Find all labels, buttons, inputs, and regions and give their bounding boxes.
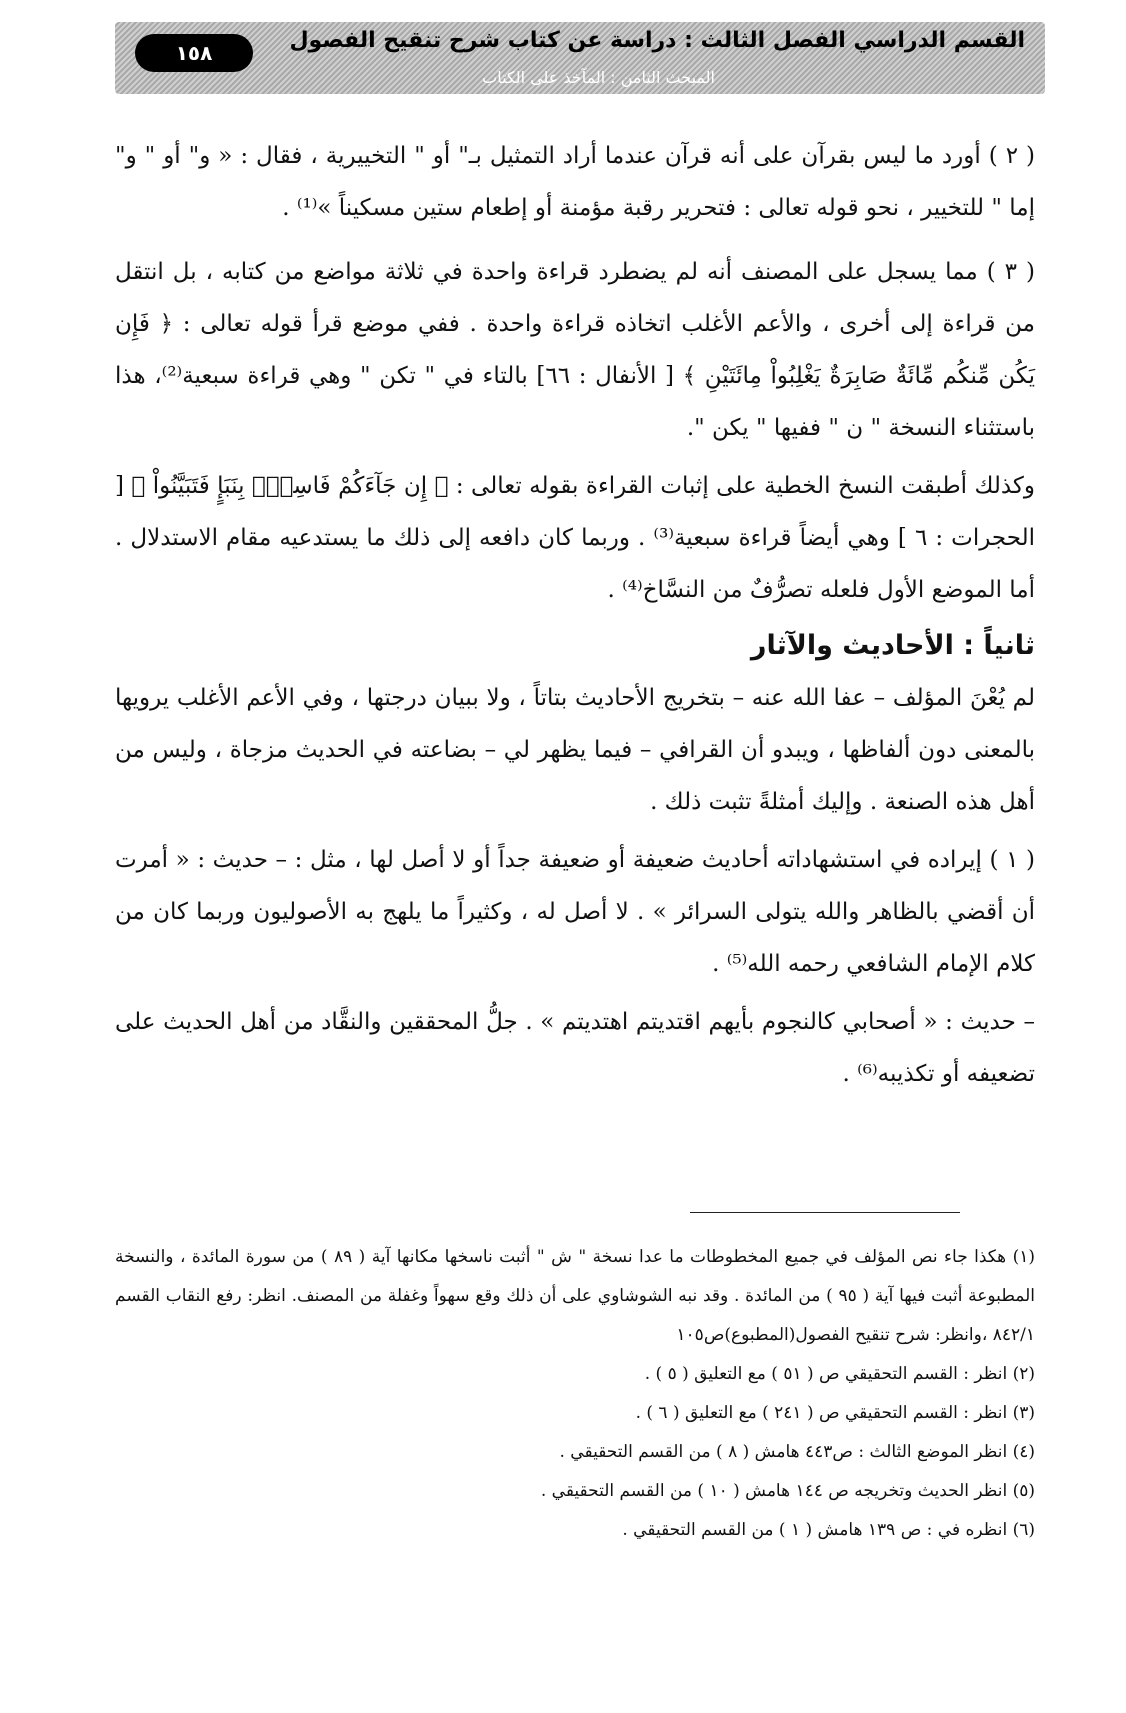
paragraph-1: ( ٢ ) أورد ما ليس بقرآن على أنه قرآن عندما أراد التمثيل بـ" أو " التخييرية ، فقال : « و" أو " و" إما " للتخيير ، نحو قوله تعالى : فتحرير رقبة مؤمنة أو إطعام ستين مسكيناً »⁽¹⁾ .	[115, 143, 1035, 221]
paragraph-4: لم يُعْنَ المؤلف – عفا الله عنه – بتخريج الأحاديث بتاتاً ، ولا ببيان درجتها ، وفي الأعم الأغلب يرويها بالمعنى دون ألفاظها ، ويبدو أن القرافي – فيما يظهر لي – بضاعته في الحديث مزجاة ، وليس من أهل هذه الصنعة . وإليك أمثلةً تثبت ذلك .	[115, 685, 1035, 815]
section-heading: ثانياً : الأحاديث والآثار	[750, 630, 1035, 661]
footnote-divider	[690, 1212, 960, 1213]
paragraph-5: ( ١ ) إيراده في استشهاداته أحاديث ضعيفة أو ضعيفة جداً أو لا أصل لها ، مثل : – حديث : « أمرت أن أقضي بالظاهر والله يتولى السرائر » . لا أصل له ، وكثيراً ما يلهج به الأصوليون وربما كان من كلام الإمام الشافعي رحمه الله⁽⁵⁾ .	[115, 847, 1035, 977]
paragraph-3: وكذلك أطبقت النسخ الخطية على إثبات القراءة بقوله تعالى : ﴿ إِن جَآءَكُمْ فَاسِقُۢ بِنَبَإٍ فَتَبَيَّنُواْ ﴾ [ الحجرات : ٦ ] وهي أيضاً قراءة سبعية⁽³⁾ . وربما كان دافعه إلى ذلك ما يستدعيه مقام الاستدلال . أما الموضع الأول فلعله تصرُّفٌ من النسَّاخ⁽⁴⁾ .	[115, 473, 1035, 603]
footnote-1: (١) هكذا جاء نص المؤلف في جميع المخطوطات ما عدا نسخة " ش " أثبت ناسخها مكانها آية ( ٨٩ ) من سورة المائدة ، والنسخة المطبوعة أثبت فيها آية ( ٩٥ ) من المائدة . وقد نبه الشوشاوي على أن ذلك وقع سهواً وغفلة من المصنف. انظر: رفع النقاب القسم ٨٤٢/١ ،وانظر: شرح تنقيح الفصول(المطبوع)ص١٠٥	[115, 1247, 1035, 1345]
header-subtitle: المبحث الثامن : المآخذ على الكتاب	[482, 68, 715, 87]
page-number-badge: ١٥٨	[135, 34, 253, 72]
footnote-6: (٦) انظره في : ص ١٣٩ هامش ( ١ ) من القسم التحقيقي .	[622, 1520, 1035, 1540]
footnote-4: (٤) انظر الموضع الثالث : ص٤٤٣ هامش ( ٨ ) من القسم التحقيقي .	[559, 1442, 1035, 1462]
page-header	[115, 22, 1045, 94]
main-text	[115, 130, 1035, 1106]
footnotes	[115, 1238, 1035, 1550]
paragraph-2: ( ٣ ) مما يسجل على المصنف أنه لم يضطرد قراءة واحدة في ثلاثة مواضع من كتابه ، بل انتقل من قراءة إلى أخرى ، والأعم الأغلب اتخاذه قراءة واحدة . ففي موضع قرأ قوله تعالى : ﴿ فَإِن يَكُن مِّنكُم مِّائَةٌ صَابِرَةٌ يَغْلِبُواْ مِائَتَيْنِ ﴾ [ الأنفال : ٦٦] بالتاء في " تكن " وهي قراءة سبعية⁽²⁾، هذا باستثناء النسخة " ن " ففيها " يكن ".	[115, 259, 1035, 441]
paragraph-6: – حديث : « أصحابي كالنجوم بأيهم اقتديتم اهتديتم » . جلُّ المحققين والنقَّاد من أهل الحديث على تضعيفه أو تكذيبه⁽⁶⁾ .	[115, 1009, 1035, 1087]
header-title: القسم الدراسي الفصل الثالث : دراسة عن كتاب شرح تنقيح الفصول	[289, 28, 1025, 53]
footnote-5: (٥) انظر الحديث وتخريجه ص ١٤٤ هامش ( ١٠ ) من القسم التحقيقي .	[540, 1481, 1035, 1501]
footnote-2: (٢) انظر : القسم التحقيقي ص ( ٥١ ) مع التعليق ( ٥ ) .	[644, 1364, 1035, 1384]
footnote-3: (٣) انظر : القسم التحقيقي ص ( ٢٤١ ) مع التعليق ( ٦ ) .	[635, 1403, 1035, 1423]
